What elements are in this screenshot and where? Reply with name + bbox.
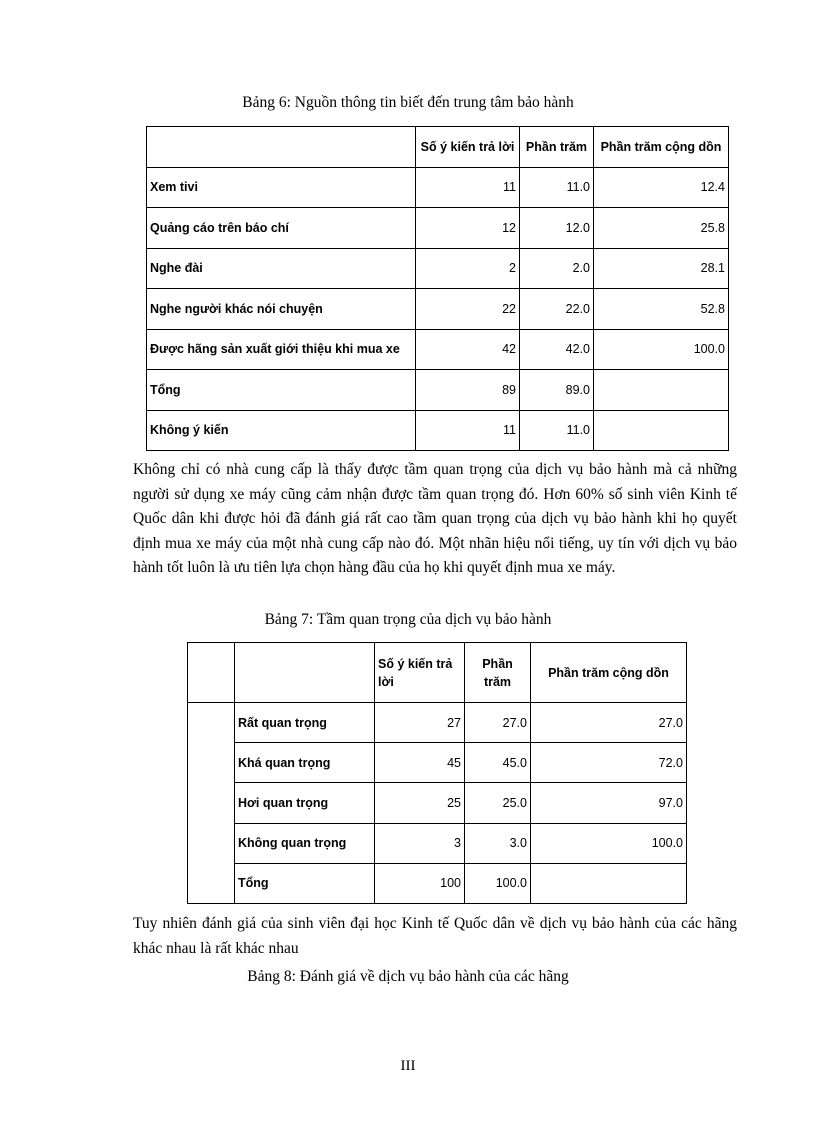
count-cell: 45	[375, 743, 465, 783]
count-cell: 27	[375, 703, 465, 743]
row-label: Nghe đài	[147, 248, 416, 289]
row-label: Khá quan trọng	[235, 743, 375, 783]
table-row-total	[188, 863, 687, 903]
table7	[187, 642, 687, 904]
table-row	[147, 208, 729, 249]
cumulative-cell: 25.8	[594, 208, 729, 249]
row-label: Không ý kiến	[147, 410, 416, 451]
percent-cell: 42.0	[520, 329, 594, 370]
percent-cell: 89.0	[520, 370, 594, 411]
table-row	[147, 248, 729, 289]
count-cell: 12	[416, 208, 520, 249]
row-label: Tổng	[147, 370, 416, 411]
cumulative-cell: 100.0	[531, 823, 687, 863]
table-row	[188, 703, 687, 743]
table-row	[188, 823, 687, 863]
count-cell: 89	[416, 370, 520, 411]
percent-cell: 45.0	[465, 743, 531, 783]
header-percent: Phần trăm	[520, 127, 594, 168]
table-row-total	[147, 370, 729, 411]
row-label: Tổng	[235, 863, 375, 903]
table8-caption: Bảng 8: Đánh giá về dịch vụ bảo hành của các hãng	[247, 968, 569, 985]
count-cell: 11	[416, 167, 520, 208]
cumulative-cell: 28.1	[594, 248, 729, 289]
table7-caption: Bảng 7: Tầm quan trọng của dịch vụ bảo hành	[264, 611, 552, 628]
cumulative-cell: 12.4	[594, 167, 729, 208]
count-cell: 22	[416, 289, 520, 330]
cumulative-cell: 97.0	[531, 783, 687, 823]
table6	[146, 126, 729, 451]
cumulative-cell	[531, 863, 687, 903]
empty-header-cell	[188, 643, 235, 703]
percent-cell: 27.0	[465, 703, 531, 743]
cumulative-cell: 100.0	[594, 329, 729, 370]
row-label: Quảng cáo trên báo chí	[147, 208, 416, 249]
count-cell: 3	[375, 823, 465, 863]
count-cell: 42	[416, 329, 520, 370]
percent-cell: 100.0	[465, 863, 531, 903]
table-header-row	[188, 643, 687, 703]
header-cumulative: Phần trăm cộng dồn	[594, 127, 729, 168]
percent-cell: 2.0	[520, 248, 594, 289]
page-number: III	[400, 1058, 416, 1074]
row-label: Hơi quan trọng	[235, 783, 375, 823]
row-label: Không quan trọng	[235, 823, 375, 863]
table-row	[147, 329, 729, 370]
percent-cell: 25.0	[465, 783, 531, 823]
empty-header-cell	[235, 643, 375, 703]
table-row-no-opinion	[147, 410, 729, 451]
table-row	[147, 167, 729, 208]
percent-cell: 11.0	[520, 410, 594, 451]
table6-caption: Bảng 6: Nguồn thông tin biết đến trung tâm bảo hành	[242, 94, 574, 111]
table-row	[188, 783, 687, 823]
empty-header-cell	[147, 127, 416, 168]
paragraph-evaluation: Tuy nhiên đánh giá của sinh viên đại học Kinh tế Quốc dân về dịch vụ bảo hành của các hãng khác nhau là rất khác nhau	[133, 915, 737, 957]
count-cell: 25	[375, 783, 465, 823]
count-cell: 11	[416, 410, 520, 451]
cumulative-cell: 72.0	[531, 743, 687, 783]
stub-cell	[188, 703, 235, 904]
table-row	[188, 743, 687, 783]
cumulative-cell	[594, 370, 729, 411]
row-label: Nghe người khác nói chuyện	[147, 289, 416, 330]
count-cell: 100	[375, 863, 465, 903]
cumulative-cell	[594, 410, 729, 451]
row-label: Được hãng sản xuất giới thiệu khi mua xe	[147, 329, 416, 370]
table-row	[147, 289, 729, 330]
percent-cell: 11.0	[520, 167, 594, 208]
percent-cell: 12.0	[520, 208, 594, 249]
header-percent: Phần trăm	[465, 643, 531, 703]
paragraph-importance: Không chỉ có nhà cung cấp là thấy được tầm quan trọng của dịch vụ bảo hành mà cả những người sử dụng xe máy cũng cảm nhận được tầm quan trọng đó. Hơn 60% số sinh viên Kinh tế Quốc dân khi được hỏi đã đánh giá rất cao tầm quan trọng của dịch vụ bảo hành khi họ quyết định mua xe máy của một nhà cung cấp nào đó. Một nhãn hiệu nổi tiếng, uy tín với dịch vụ bảo hành tốt luôn là ưu tiên lựa chọn hàng đầu của họ khi quyết định mua xe máy.	[133, 461, 737, 577]
table-header-row	[147, 127, 729, 168]
header-count: Số ý kiến trả lời	[375, 643, 465, 703]
row-label: Xem tivi	[147, 167, 416, 208]
percent-cell: 3.0	[465, 823, 531, 863]
count-cell: 2	[416, 248, 520, 289]
cumulative-cell: 27.0	[531, 703, 687, 743]
header-cumulative: Phần trăm cộng dồn	[531, 643, 687, 703]
row-label: Rất quan trọng	[235, 703, 375, 743]
header-count: Số ý kiến trả lời	[416, 127, 520, 168]
percent-cell: 22.0	[520, 289, 594, 330]
cumulative-cell: 52.8	[594, 289, 729, 330]
